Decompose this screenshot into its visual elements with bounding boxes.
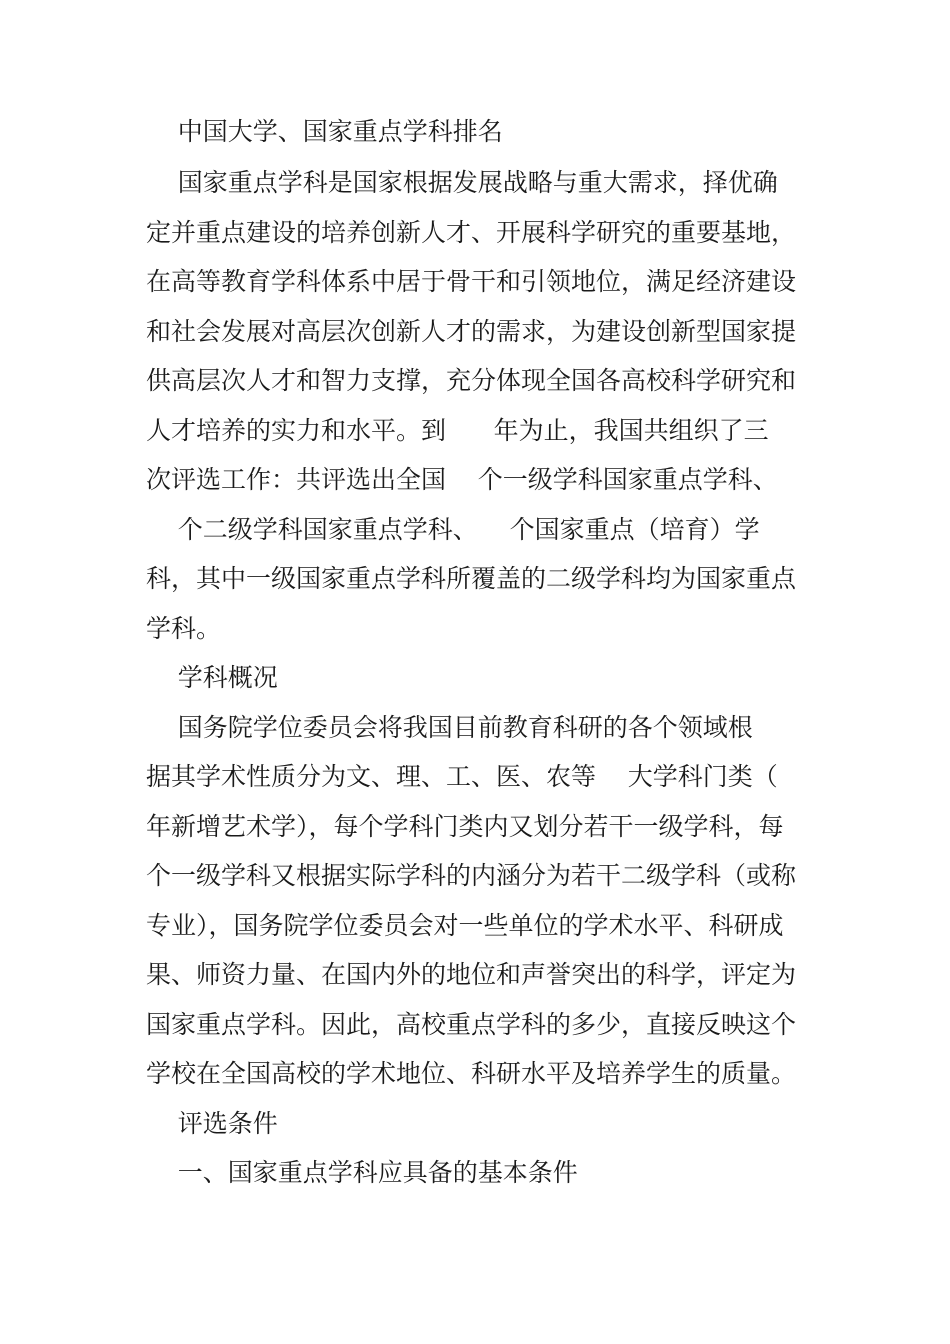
text-line: 和社会发展对高层次创新人才的需求，为建设创新型国家提: [146, 317, 797, 346]
document-heading: 中国大学、国家重点学科排名: [146, 117, 503, 146]
text-line: 在高等教育学科体系中居于骨干和引领地位，满足经济建设: [146, 267, 797, 296]
text-line: 国家重点学科。因此，高校重点学科的多少，直接反映这个: [146, 1010, 797, 1039]
subsection-heading: 一、国家重点学科应具备的基本条件: [146, 1158, 578, 1187]
text-line: 专业），国务院学位委员会对一些单位的学术水平、科研成: [146, 911, 784, 940]
text-line: 年新增艺术学），每个学科门类内又划分若干一级学科，每: [146, 812, 784, 841]
text-line: 人才培养的实力和水平。到 年为止，我国共组织了三: [146, 416, 769, 445]
text-line: 个二级学科国家重点学科、 个国家重点（培育）学: [146, 515, 760, 544]
text-line: 供高层次人才和智力支撑，充分体现全国各高校科学研究和: [146, 366, 797, 395]
text-line: 学科。: [146, 614, 222, 643]
section-heading: 评选条件: [146, 1109, 278, 1138]
text-line: 学校在全国高校的学术地位、科研水平及培养学生的质量。: [146, 1059, 797, 1088]
section-heading: 学科概况: [146, 663, 278, 692]
text-line: 果、师资力量、在国内外的地位和声誉突出的科学，评定为: [146, 960, 797, 989]
text-line: 科，其中一级国家重点学科所覆盖的二级学科均为国家重点: [146, 564, 797, 593]
text-line: 定并重点建设的培养创新人才、开展科学研究的重要基地，: [146, 218, 797, 247]
text-line: 据其学术性质分为文、理、工、医、农等 大学科门类（: [146, 762, 778, 791]
text-line: 个一级学科又根据实际学科的内涵分为若干二级学科（或称: [146, 861, 797, 890]
text-line: 次评选工作：共评选出全国 个一级学科国家重点学科、: [146, 465, 778, 494]
text-line: 国家重点学科是国家根据发展战略与重大需求，择优确: [146, 168, 778, 197]
text-line: 国务院学位委员会将我国目前教育科研的各个领域根: [146, 713, 753, 742]
